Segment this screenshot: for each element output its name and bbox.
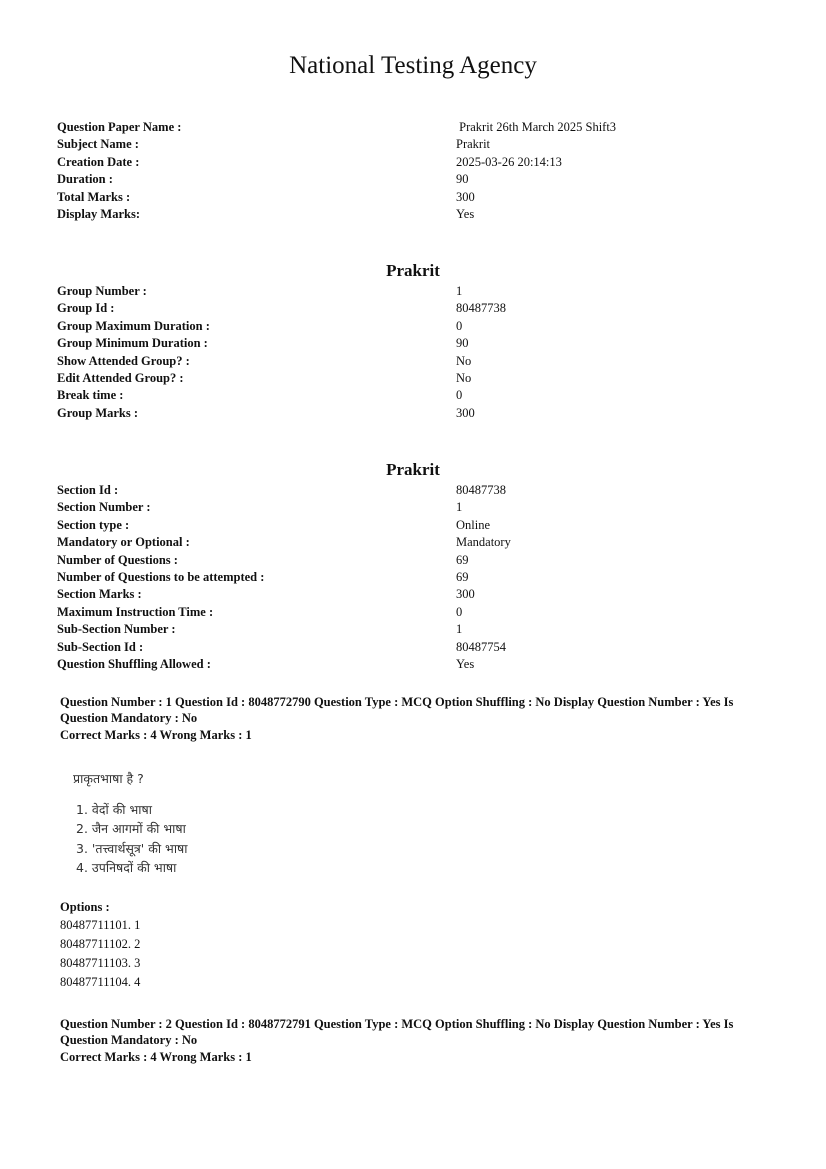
display-marks-value: Yes <box>456 206 475 221</box>
section-info-row <box>57 604 757 621</box>
section-info-row <box>57 586 757 603</box>
group-info-row <box>57 387 757 404</box>
break-time-value: 0 <box>456 388 463 403</box>
section-marks-value: 300 <box>456 587 475 602</box>
section-info-row <box>57 639 757 656</box>
paper-info-row <box>57 171 757 188</box>
num-questions-value: 69 <box>456 552 469 567</box>
question-1-choice: 1. वेदों की भाषा <box>76 802 152 817</box>
question-1-choice: 4. उपनिषदों की भाषा <box>76 860 177 876</box>
question-1-meta-line1: Question Number : 1 Question Id : 8048772790 Question Type : MCQ Option Shuffling : No Display Question Number : Yes Is <box>60 695 734 709</box>
mandatory-value: Mandatory <box>456 535 511 550</box>
section-id-value: 80487738 <box>456 483 506 497</box>
break-time-label: Break time : <box>57 388 124 403</box>
question-1-choices <box>76 800 188 878</box>
section-info-row <box>57 482 757 499</box>
group-info-row <box>57 283 757 300</box>
group-number-label: Group Number : <box>57 284 147 298</box>
duration-label: Duration : <box>57 172 113 187</box>
group-marks-label: Group Marks : <box>57 405 139 420</box>
paper-info-row <box>57 206 757 223</box>
question-1-choice: 3. 'तत्त्वार्थसूत्र' की भाषा <box>76 840 188 856</box>
question-1-meta <box>60 694 760 743</box>
show-attended-value: No <box>456 353 472 368</box>
section-info-row <box>57 656 757 673</box>
display-marks-label: Display Marks: <box>57 206 140 221</box>
creation-date-label: Creation Date : <box>57 154 140 169</box>
group-info-row <box>57 300 757 317</box>
section-info-row <box>57 534 757 551</box>
option-id: 80487711104. 4 <box>60 975 141 989</box>
section-number-value: 1 <box>456 500 463 515</box>
paper-name-label: Question Paper Name : <box>57 120 182 134</box>
group-heading: Prakrit <box>386 261 440 280</box>
option-id: 80487711101. 1 <box>60 918 141 932</box>
subject-name-label: Subject Name : <box>57 137 139 152</box>
page-title: National Testing Agency <box>289 52 537 79</box>
question-1-meta-line2: Question Mandatory : No <box>60 711 198 725</box>
instruction-time-label: Maximum Instruction Time : <box>57 604 214 619</box>
section-info-row <box>57 517 757 534</box>
group-number-value: 1 <box>456 284 463 298</box>
group-id-label: Group Id : <box>57 301 115 316</box>
option-id-list <box>60 916 140 992</box>
section-info-row <box>57 499 757 516</box>
group-info-row <box>57 370 757 387</box>
question-2-meta-line2: Question Mandatory : No <box>60 1033 198 1047</box>
num-questions-label: Number of Questions : <box>57 552 178 567</box>
group-min-duration-value: 90 <box>456 336 469 351</box>
group-info-row <box>57 405 757 422</box>
group-max-duration-label: Group Maximum Duration : <box>57 318 210 333</box>
group-marks-value: 300 <box>456 405 475 420</box>
group-max-duration-value: 0 <box>456 318 463 333</box>
question-1-choice: 2. जैन आगमों की भाषा <box>76 821 186 837</box>
shuffling-label: Question Shuffling Allowed : <box>57 656 211 671</box>
question-2-meta <box>60 1016 760 1065</box>
show-attended-label: Show Attended Group? : <box>57 353 190 368</box>
sub-section-number-label: Sub-Section Number : <box>57 622 176 637</box>
creation-date-value: 2025-03-26 20:14:13 <box>456 154 562 169</box>
sub-section-number-value: 1 <box>456 622 463 637</box>
section-type-label: Section type : <box>57 517 130 532</box>
edit-attended-label: Edit Attended Group? : <box>57 370 184 385</box>
paper-name-value: Prakrit 26th March 2025 Shift3 <box>456 120 617 134</box>
total-marks-value: 300 <box>456 189 475 204</box>
group-id-value: 80487738 <box>456 301 506 316</box>
paper-info-row <box>57 154 757 171</box>
section-heading: Prakrit <box>386 460 440 479</box>
group-min-duration-label: Group Minimum Duration : <box>57 336 208 351</box>
section-info-row <box>57 569 757 586</box>
paper-info-row <box>57 136 757 153</box>
question-1-marks: Correct Marks : 4 Wrong Marks : 1 <box>60 728 252 742</box>
section-marks-label: Section Marks : <box>57 587 142 602</box>
mandatory-label: Mandatory or Optional : <box>57 535 190 550</box>
group-info-row <box>57 318 757 335</box>
instruction-time-value: 0 <box>456 604 463 619</box>
section-info-row <box>57 621 757 638</box>
group-info-row <box>57 335 757 352</box>
options-label: Options : <box>60 900 110 914</box>
paper-info-row <box>57 189 757 206</box>
paper-info-table <box>57 119 757 223</box>
group-info-table <box>57 283 757 422</box>
sub-section-id-label: Sub-Section Id : <box>57 639 144 654</box>
option-id: 80487711102. 2 <box>60 937 141 951</box>
option-id: 80487711103. 3 <box>60 956 141 970</box>
total-marks-label: Total Marks : <box>57 189 131 204</box>
question-2-marks: Correct Marks : 4 Wrong Marks : 1 <box>60 1050 252 1064</box>
section-type-value: Online <box>456 517 491 532</box>
section-info-row <box>57 552 757 569</box>
question-2-meta-line1: Question Number : 2 Question Id : 8048772791 Question Type : MCQ Option Shuffling : No Display Question Number : Yes Is <box>60 1017 734 1031</box>
num-attempt-label: Number of Questions to be attempted : <box>57 569 265 584</box>
section-id-label: Section Id : <box>57 483 119 497</box>
shuffling-value: Yes <box>456 656 475 671</box>
section-info-table <box>57 482 757 673</box>
subject-name-value: Prakrit <box>456 137 491 152</box>
duration-value: 90 <box>456 172 469 187</box>
edit-attended-value: No <box>456 370 472 385</box>
paper-info-row <box>57 119 757 136</box>
section-number-label: Section Number : <box>57 500 151 515</box>
group-info-row <box>57 353 757 370</box>
sub-section-id-value: 80487754 <box>456 639 506 654</box>
num-attempt-value: 69 <box>456 569 469 584</box>
question-1-text: प्राकृतभाषा है ? <box>73 771 144 786</box>
